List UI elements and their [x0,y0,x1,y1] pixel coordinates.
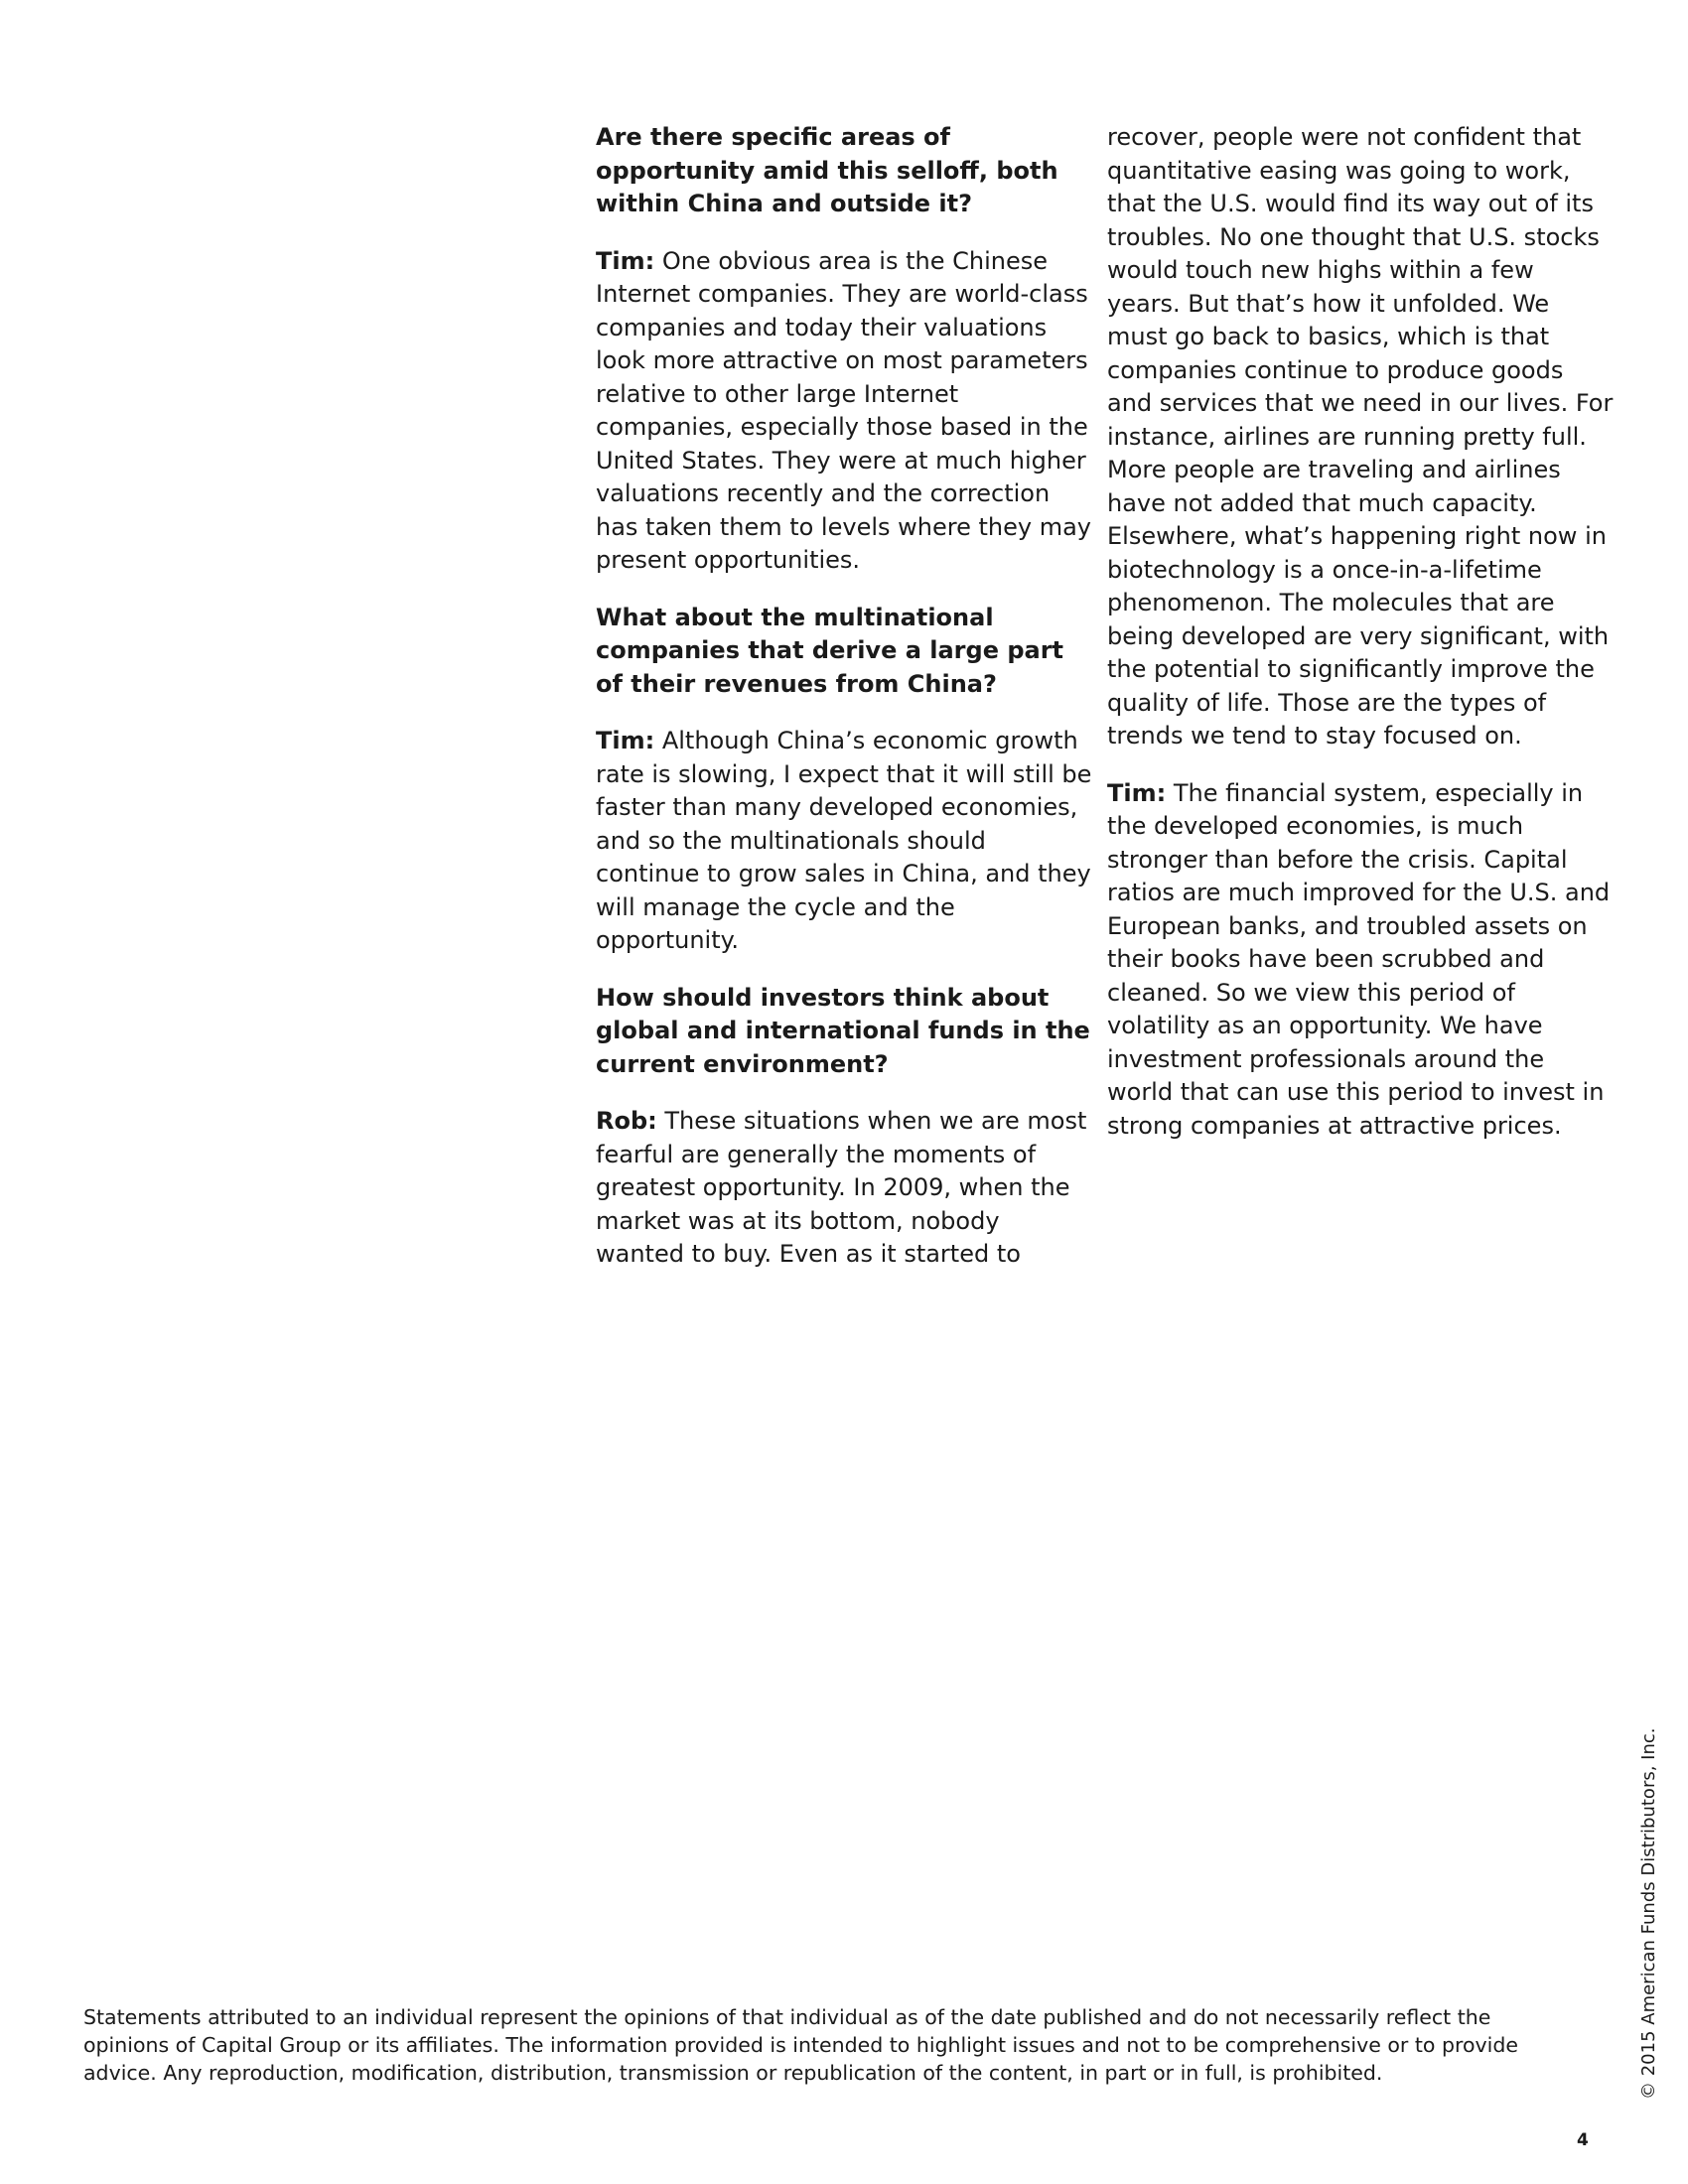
answer-text: These situations when we are most fearful are generally the moments of greatest opportunity. In 2009, when the market was at its bottom, nobody wanted to buy. Even as it started to [596,1107,1087,1268]
answer-paragraph [596,245,1092,578]
answer-paragraph [596,1105,1092,1272]
question-heading: What about the multinational companies that derive a large part of their revenues from China? [596,603,1064,698]
answer-text: The financial system, especially in the developed economies, is much stronger than before the crisis. Capital ratios are much improved for the U.S. and European banks, and troubled assets on their books have been scrubbed and cleaned. So we view this period of volatility as an opportunity. We have investment professionals around the world that can use this period to invest in strong companies at attractive prices. [1107,778,1611,1140]
answer-text: One obvious area is the Chinese Internet companies. They are world-class companies and today their valuations look more attractive on most parameters relative to other large Internet companies, especially those based in the United States. They were at much higher valuations recently and the correction has taken them to levels where they may present opportunities. [596,246,1091,574]
question-heading: How should investors think about global and international funds in the current environment? [596,983,1090,1078]
speaker-label: Rob: [596,1107,657,1135]
right-column [1107,121,1614,1166]
speaker-label: Tim: [596,246,655,275]
speaker-label: Tim: [1107,778,1167,807]
answer-paragraph [1107,777,1614,1144]
answer-text: Although China’s economic growth rate is slowing, I expect that it will still be faster than many developed economies, and so the multinationals should continue to grow sales in China, and they will manage the cycle and the opportunity. [596,727,1092,954]
disclaimer-text: Statements attributed to an individual represent the opinions of that individual as of the date published and do not necessarily reflect the opinions of Capital Group or its affiliates. The information provided is intended to highlight issues and not to be comprehensive or to provide advice. Any reproduction, modification, distribution, transmission or republication of the content, in part or in full, is prohibited. [83,2005,1518,2085]
question-heading: Are there specific areas of opportunity amid this selloff, both within China and outside it? [596,123,1058,217]
continued-paragraph: recover, people were not confident that quantitative easing was going to work, that the U.S. would find its way out of its troubles. No one thought that U.S. stocks would touch new highs within a few years. But that’s how it unfolded. We must go back to basics, which is that companies continue to produce goods and services that we need in our lives. For instance, airlines are running pretty full. More people are traveling and airlines have not added that much capacity. Elsewhere, what’s happening right now in biotechnology is a once-in-a-lifetime phenomenon. The molecules that are being developed are very significant, with the potential to significantly improve the quality of life. Those are the types of trends we tend to stay focused on. [1107,123,1614,750]
page-number: 4 [1577,2130,1589,2150]
left-column [596,121,1092,1296]
answer-paragraph [596,725,1092,958]
copyright-notice: © 2015 American Funds Distributors, Inc. [1638,1727,1659,2100]
speaker-label: Tim: [596,727,655,754]
